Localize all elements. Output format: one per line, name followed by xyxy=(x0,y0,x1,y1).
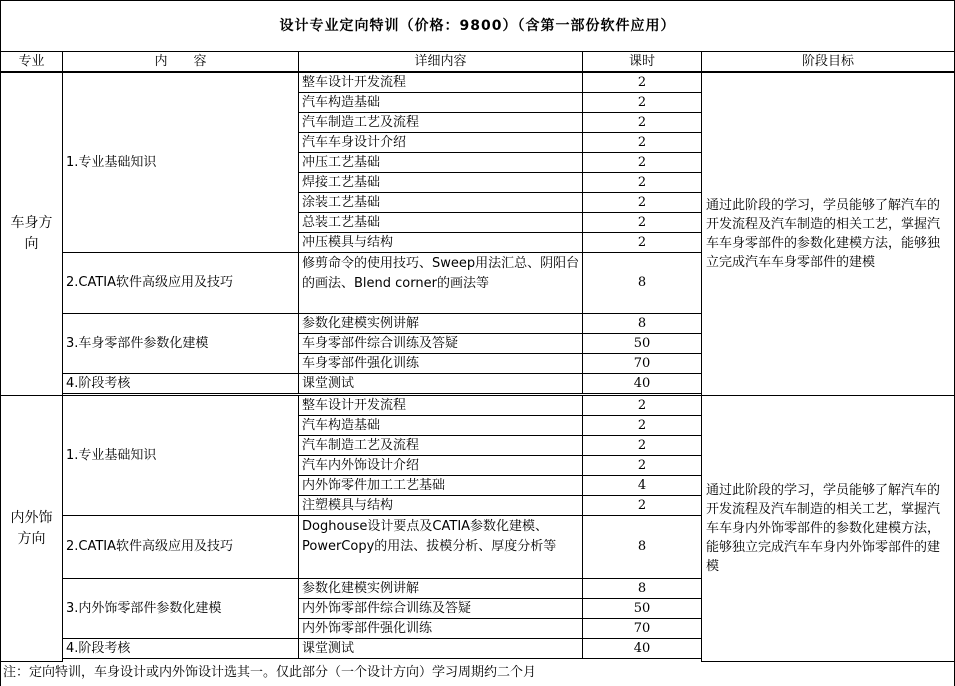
hours-cell: 2 xyxy=(582,92,702,113)
module-name-cell: 4.阶段考核 xyxy=(62,638,299,659)
detail-cell: 修剪命令的使用技巧、Sweep用法汇总、阴阳台的画法、Blend corner的画法等 xyxy=(298,252,583,314)
module-name-cell: 1.专业基础知识 xyxy=(62,72,299,253)
detail-cell: 焊接工艺基础 xyxy=(298,172,583,193)
hours-cell: 50 xyxy=(582,333,702,354)
detail-cell: 冲压模具与结构 xyxy=(298,232,583,253)
hours-cell: 2 xyxy=(582,415,702,436)
detail-cell: 参数化建模实例讲解 xyxy=(298,313,583,334)
module-name-cell: 4.阶段考核 xyxy=(62,373,299,394)
detail-cell: 汽车构造基础 xyxy=(298,415,583,436)
hours-cell: 4 xyxy=(582,475,702,496)
detail-cell: 课堂测试 xyxy=(298,373,583,394)
detail-cell: 汽车车身设计介绍 xyxy=(298,132,583,153)
header-content: 内 容 xyxy=(62,51,299,72)
hours-cell: 40 xyxy=(582,373,702,394)
module-name-cell: 2.CATIA软件高级应用及技巧 xyxy=(62,515,299,579)
detail-cell: 总装工艺基础 xyxy=(298,212,583,233)
detail-cell: 参数化建模实例讲解 xyxy=(298,578,583,599)
detail-cell: 内外饰零部件强化训练 xyxy=(298,618,583,639)
hours-cell: 50 xyxy=(582,598,702,619)
hours-cell: 8 xyxy=(582,578,702,599)
hours-cell: 2 xyxy=(582,455,702,476)
hours-cell: 2 xyxy=(582,232,702,253)
header-major: 专业 xyxy=(0,51,63,72)
header-hours: 课时 xyxy=(582,51,702,72)
hours-cell: 70 xyxy=(582,618,702,639)
detail-cell: 汽车内外饰设计介绍 xyxy=(298,455,583,476)
detail-cell: 汽车构造基础 xyxy=(298,92,583,113)
detail-cell: 冲压工艺基础 xyxy=(298,152,583,173)
detail-cell: 整车设计开发流程 xyxy=(298,72,583,93)
hours-cell: 2 xyxy=(582,112,702,133)
detail-cell: Doghouse设计要点及CATIA参数化建模、PowerCopy的用法、拔模分析、厚度分析等 xyxy=(298,515,583,579)
hours-cell: 2 xyxy=(582,192,702,213)
detail-cell: 注塑模具与结构 xyxy=(298,495,583,516)
hours-cell: 2 xyxy=(582,395,702,416)
hours-cell: 8 xyxy=(582,515,702,579)
hours-cell: 2 xyxy=(582,132,702,153)
module-name-cell: 2.CATIA软件高级应用及技巧 xyxy=(62,252,299,314)
major-cell: 车身方向 xyxy=(0,72,63,396)
hours-cell: 8 xyxy=(582,313,702,334)
header-goal: 阶段目标 xyxy=(701,51,955,72)
detail-cell: 汽车制造工艺及流程 xyxy=(298,435,583,456)
header-detail: 详细内容 xyxy=(298,51,583,72)
detail-cell: 车身零部件综合训练及答疑 xyxy=(298,333,583,354)
major-cell: 内外饰方向 xyxy=(0,395,63,662)
hours-cell: 2 xyxy=(582,72,702,93)
hours-cell: 2 xyxy=(582,172,702,193)
detail-cell: 内外饰零部件综合训练及答疑 xyxy=(298,598,583,619)
detail-cell: 内外饰零件加工工艺基础 xyxy=(298,475,583,496)
detail-cell: 课堂测试 xyxy=(298,638,583,659)
table-title: 设计专业定向特训（价格：9800）（含第一部份软件应用） xyxy=(0,0,955,52)
module-name-cell: 1.专业基础知识 xyxy=(62,395,299,516)
module-name-cell: 3.车身零部件参数化建模 xyxy=(62,313,299,374)
hours-cell: 40 xyxy=(582,638,702,659)
hours-cell: 70 xyxy=(582,353,702,374)
hours-cell: 2 xyxy=(582,435,702,456)
hours-cell: 2 xyxy=(582,152,702,173)
detail-cell: 整车设计开发流程 xyxy=(298,395,583,416)
goal-cell: 通过此阶段的学习，学员能够了解汽车的开发流程及汽车制造的相关工艺，掌握汽车车身内外饰零部件的参数化建模方法，能够独立完成汽车车身内外饰零部件的建模 xyxy=(701,395,955,662)
module-name-cell: 3.内外饰零部件参数化建模 xyxy=(62,578,299,639)
goal-cell: 通过此阶段的学习，学员能够了解汽车的开发流程及汽车制造的相关工艺，掌握汽车车身零部件的参数化建模方法，能够独立完成汽车车身零部件的建模 xyxy=(701,72,955,396)
detail-cell: 涂装工艺基础 xyxy=(298,192,583,213)
hours-cell: 2 xyxy=(582,212,702,233)
hours-cell: 2 xyxy=(582,495,702,516)
hours-cell: 8 xyxy=(582,252,702,314)
detail-cell: 车身零部件强化训练 xyxy=(298,353,583,374)
footnote: 注：定向特训，车身设计或内外饰设计选其一。仅此部分（一个设计方向）学习周期约二个月 xyxy=(0,660,955,686)
detail-cell: 汽车制造工艺及流程 xyxy=(298,112,583,133)
